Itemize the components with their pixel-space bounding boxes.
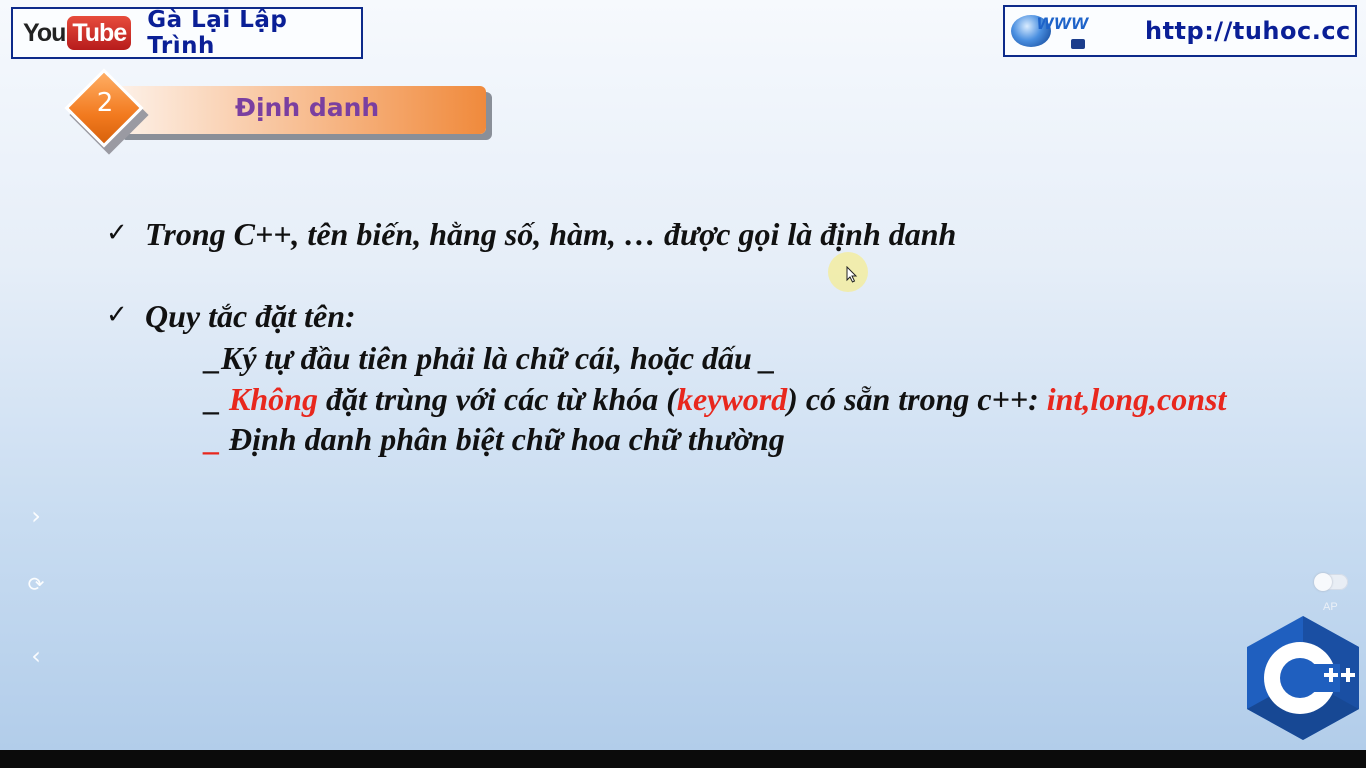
youtube-logo-tube: Tube bbox=[67, 16, 131, 50]
autoplay-label: AP bbox=[1323, 601, 1338, 613]
section-number: 2 bbox=[96, 88, 114, 118]
channel-name: Gà Lại Lập Trình bbox=[147, 7, 288, 59]
youtube-logo bbox=[23, 16, 131, 50]
highlight-keyword-examples: int,long,const bbox=[1046, 381, 1227, 417]
video-letterbox bbox=[0, 750, 1366, 768]
rule-prefix: _ bbox=[205, 381, 229, 417]
next-slide-button[interactable]: › bbox=[31, 502, 41, 530]
rule-no-keyword bbox=[205, 381, 1226, 418]
website-banner[interactable] bbox=[1003, 5, 1357, 57]
youtube-channel-banner[interactable] bbox=[11, 7, 363, 59]
rule-case-sensitive bbox=[205, 421, 785, 458]
autoplay-toggle-knob[interactable] bbox=[1314, 573, 1332, 591]
bullet-naming-rules: Quy tắc đặt tên: bbox=[145, 298, 356, 334]
www-globe-icon bbox=[1011, 9, 1131, 53]
highlight-keyword: keyword bbox=[676, 381, 788, 417]
cpp-logo-icon bbox=[1244, 614, 1362, 742]
website-url: http://tuhoc.cc bbox=[1145, 17, 1351, 45]
rule-text: đặt trùng với các từ khóa ( bbox=[317, 381, 677, 417]
prev-slide-button[interactable]: ‹ bbox=[31, 642, 41, 670]
www-label: www bbox=[1037, 11, 1090, 34]
highlight-khong: Không bbox=[229, 381, 318, 417]
reload-icon[interactable]: ⟳ bbox=[27, 572, 45, 596]
bullet-definition: Trong C++, tên biến, hằng số, hàm, … được gọi là định danh bbox=[145, 216, 957, 252]
checkmark-icon: ✓ bbox=[106, 218, 128, 248]
rule-text: Định danh phân biệt chữ hoa chữ thường bbox=[221, 421, 785, 457]
mouse-cursor-icon bbox=[846, 266, 858, 284]
section-title: Định danh bbox=[235, 93, 380, 122]
rule-first-character: _Ký tự đầu tiên phải là chữ cái, hoặc dấu _ bbox=[205, 340, 776, 376]
youtube-logo-you: You bbox=[23, 18, 66, 47]
rule-prefix-red: _ bbox=[205, 421, 221, 457]
checkmark-icon: ✓ bbox=[106, 300, 128, 330]
rule-text: ) có sẵn trong c++: bbox=[787, 381, 1047, 417]
